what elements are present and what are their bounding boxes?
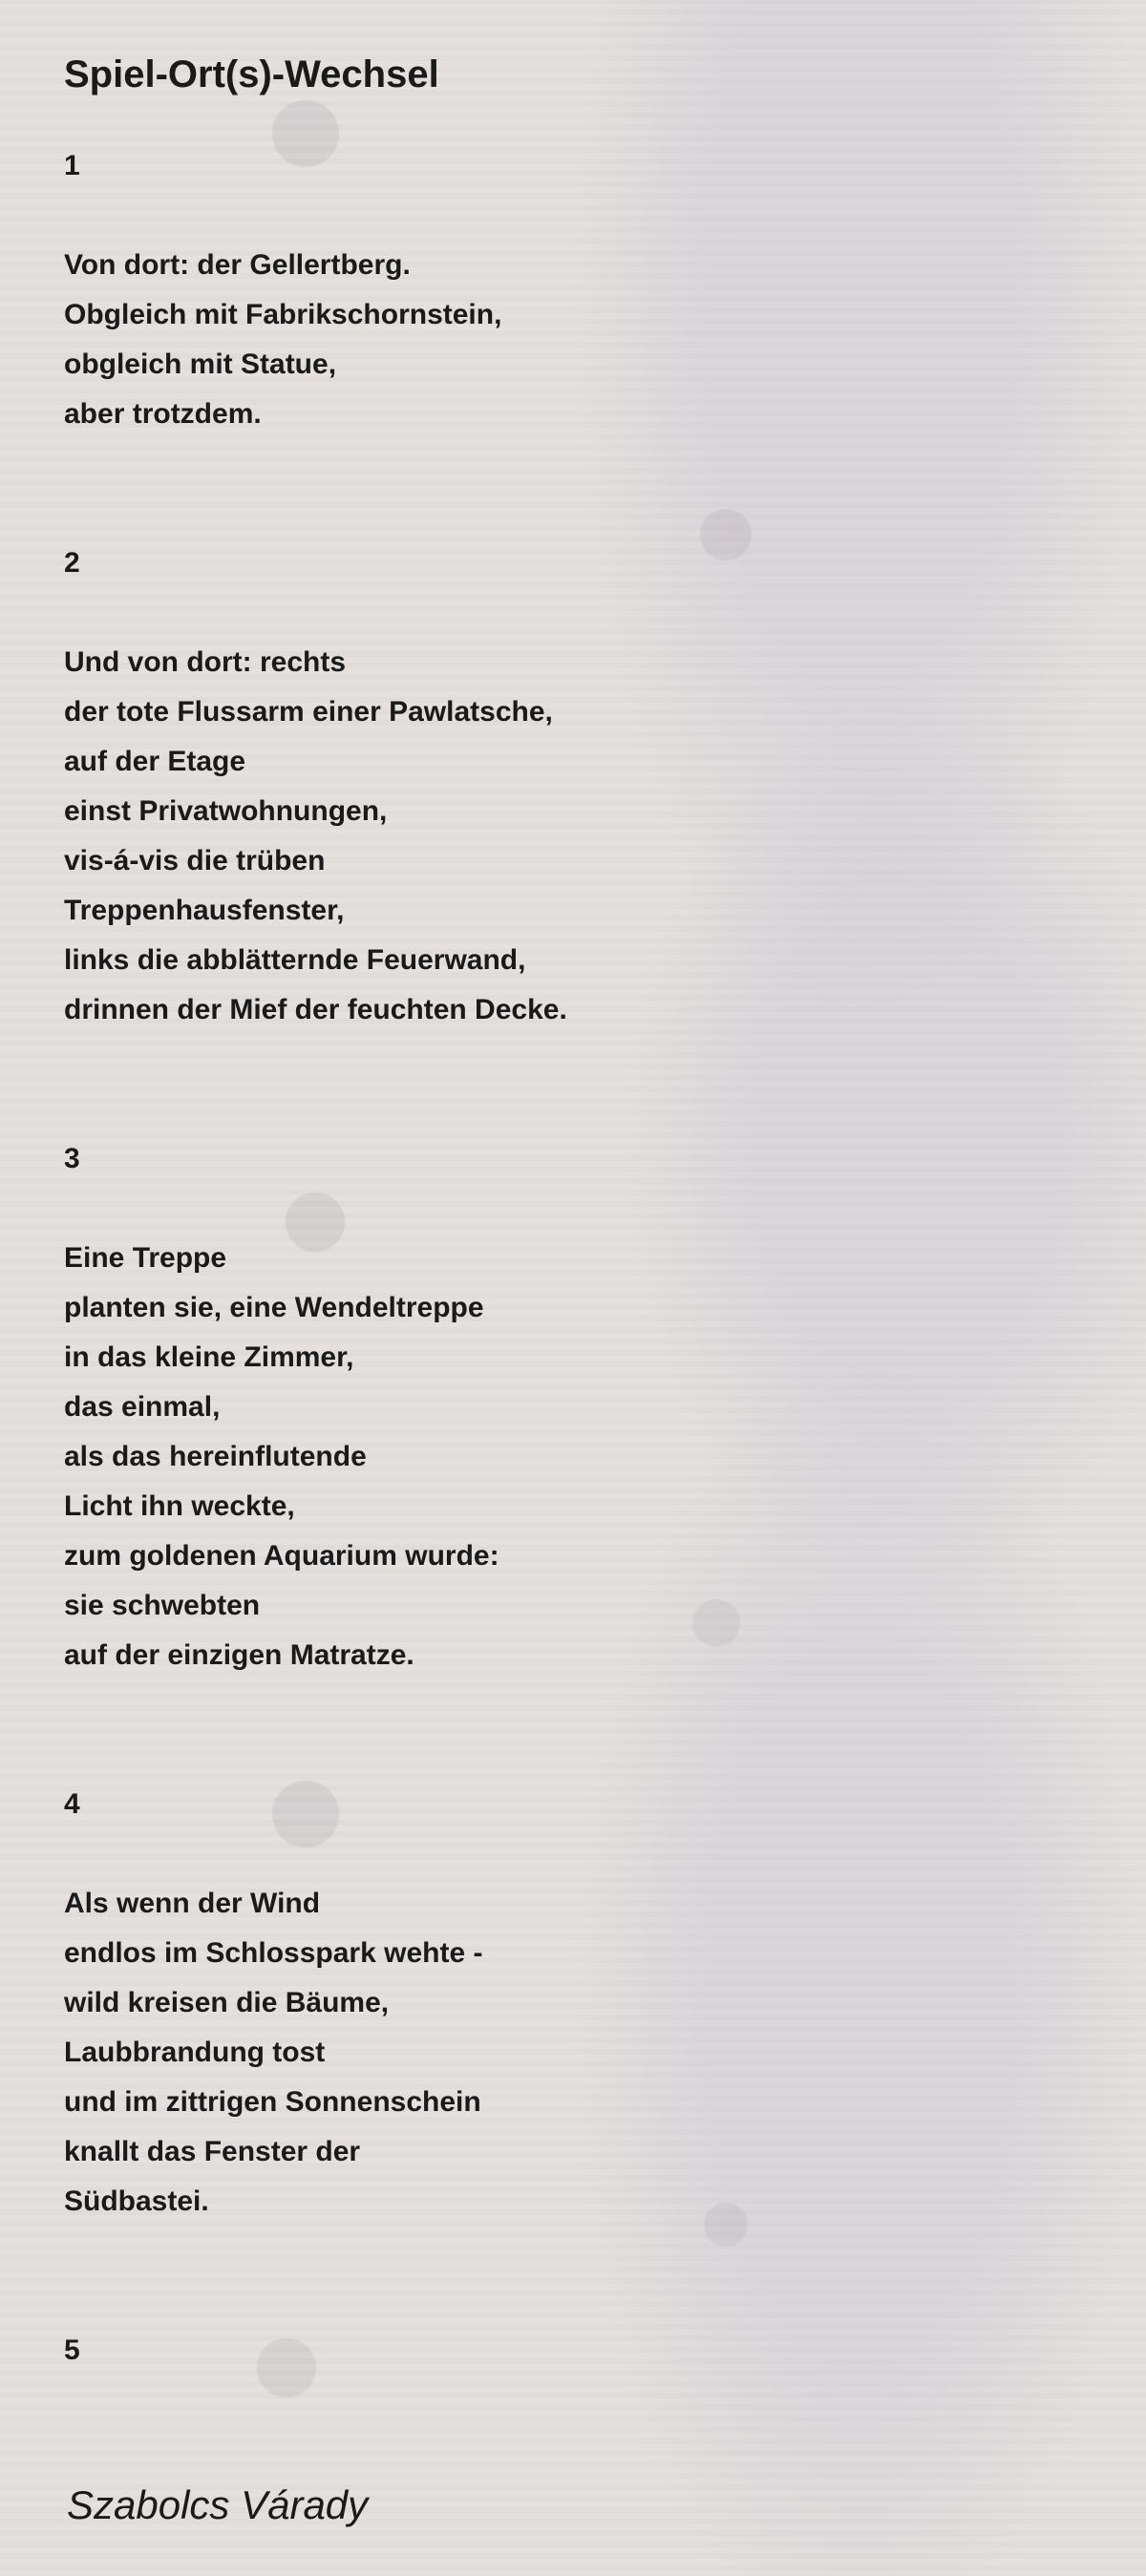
poem-line: Von dort: der Gellertberg. — [64, 249, 411, 281]
poem-line: Eine Treppe — [64, 1242, 227, 1274]
poem-line: Laubbrandung tost — [64, 2037, 326, 2068]
poem-line: planten sie, eine Wendeltreppe — [64, 1292, 484, 1323]
poem-line: endlos im Schlosspark wehte - — [64, 1937, 483, 1969]
stanza-3 — [64, 1134, 499, 1680]
poem-line: knallt das Fenster der — [64, 2136, 361, 2167]
poem-line: sie schwebten — [64, 1590, 261, 1621]
poem-line: Obgleich mit Fabrikschornstein, — [64, 299, 502, 330]
stanza-number: 5 — [64, 2334, 80, 2366]
stanza-5 — [64, 2326, 80, 2425]
stanza-number: 4 — [64, 1788, 80, 1820]
stanza-number: 3 — [64, 1143, 80, 1174]
stanza-4 — [64, 1780, 482, 2227]
poem-line: vis-á-vis die trüben — [64, 845, 326, 876]
poem-line: Und von dort: rechts — [64, 646, 347, 678]
poem-line: wild kreisen die Bäume, — [64, 1987, 390, 2018]
poem-line: zum goldenen Aquarium wurde: — [64, 1540, 499, 1572]
poem-line: Als wenn der Wind — [64, 1888, 321, 1919]
poem-line: in das kleine Zimmer, — [64, 1341, 354, 1373]
stanza-2 — [64, 538, 567, 1035]
poem-line: einst Privatwohnungen, — [64, 795, 388, 827]
poem-title: Spiel-Ort(s)-Wechsel — [64, 53, 439, 95]
poem-line: Licht ihn weckte, — [64, 1490, 295, 1522]
stanza-1 — [64, 141, 501, 439]
stanza-number: 2 — [64, 547, 80, 579]
poem-line: auf der Etage — [64, 746, 246, 777]
poem-line: Treppenhausfenster, — [64, 895, 345, 926]
poem-line: obgleich mit Statue, — [64, 348, 337, 380]
poem-line: aber trotzdem. — [64, 398, 262, 430]
poem-line: auf der einzigen Matratze. — [64, 1639, 414, 1671]
stanza-number: 1 — [64, 150, 80, 181]
poem-line: als das hereinflutende — [64, 1441, 367, 1472]
poem-line: drinnen der Mief der feuchten Decke. — [64, 994, 567, 1025]
poem-line: links die abblätternde Feuerwand, — [64, 944, 526, 976]
poem-line: Südbastei. — [64, 2185, 209, 2217]
poem-line: der tote Flussarm einer Pawlatsche, — [64, 696, 553, 728]
author-signature: Szabolcs Várady — [67, 2482, 369, 2527]
poem-line: und im zittrigen Sonnenschein — [64, 2086, 481, 2118]
poem-line: das einmal, — [64, 1391, 221, 1423]
